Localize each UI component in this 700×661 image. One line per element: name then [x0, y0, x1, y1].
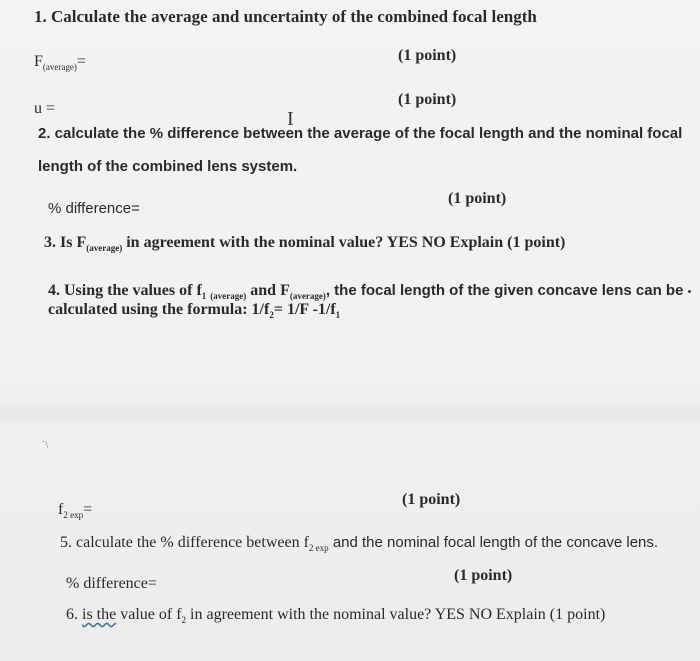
uncertainty-label: u = [34, 100, 56, 117]
q5-points: (1 point) [454, 567, 513, 584]
q3-text-pre: 3. Is F [44, 234, 87, 251]
q4-text-c: , the focal length of the given concave lens can be [325, 282, 684, 299]
q4-F-average-subscript: (average) [289, 291, 326, 302]
stray-dot [688, 290, 691, 293]
f-average-subscript: (average) [42, 62, 77, 73]
q1-f-points: (1 point) [398, 47, 457, 64]
f-average-label [34, 52, 86, 77]
f-equals: = [76, 53, 86, 70]
q4-f1-average-subscript: (average) [210, 291, 247, 302]
q6-text-post: in agreement with the nominal value? YES NO Explain (1 point) [186, 606, 606, 623]
q6-underlined-text: is the [82, 606, 117, 623]
q4-formula-text: calculated using the formula: 1/f [48, 301, 270, 318]
f2-exp-subscript: 2 exp [63, 510, 84, 521]
f2-points: (1 point) [402, 491, 461, 508]
q3-average-subscript: (average) [86, 243, 123, 254]
f2-symbol: f [58, 501, 64, 518]
paper-fold [0, 398, 700, 428]
q2-percent-difference-label: % difference= [48, 200, 140, 217]
f2-equals: = [83, 501, 93, 518]
q3-text-post: in agreement with the nominal value? YES NO Explain (1 point) [122, 234, 566, 251]
q2-points: (1 point) [448, 190, 507, 207]
q5-percent-difference-label: % difference= [66, 575, 157, 592]
q4-f1-sub: 1 [335, 310, 341, 321]
question-2-line-1: 2. calculate the % difference between the average of the focal length and the nominal focal [38, 125, 683, 142]
question-4-line-2 [48, 300, 340, 325]
q5-f2-exp-subscript: 2 exp [308, 543, 329, 554]
question-2-line-2: length of the combined lens system. [38, 158, 298, 175]
q4-text-a: 4. Using the values of f [48, 282, 202, 299]
q6-number: 6. [66, 606, 78, 623]
f-symbol: F [34, 53, 43, 70]
q5-text-post: and the nominal focal length of the concave lens. [328, 534, 659, 551]
f2-exp-label [58, 500, 92, 525]
q4-text-b: and F [246, 282, 290, 299]
question-5 [60, 533, 658, 558]
question-6 [66, 605, 605, 630]
q4-f2-subscript: 2 [269, 310, 274, 321]
q6-f2-subscript: 2 [181, 615, 187, 626]
q5-text-pre: 5. calculate the % difference between f [60, 534, 309, 551]
q1-u-points: (1 point) [398, 91, 457, 108]
q6-text-pre: value of f [116, 606, 182, 623]
margin-mark: ˙\ [42, 440, 49, 451]
q4-f1-subscript: 1 [201, 291, 207, 302]
text-cursor-icon: I [287, 108, 294, 130]
q4-formula-rest: = 1/F -1/f [273, 301, 336, 318]
question-3 [44, 233, 565, 258]
question-1-title: 1. Calculate the average and uncertainty of the combined focal length [34, 7, 537, 26]
